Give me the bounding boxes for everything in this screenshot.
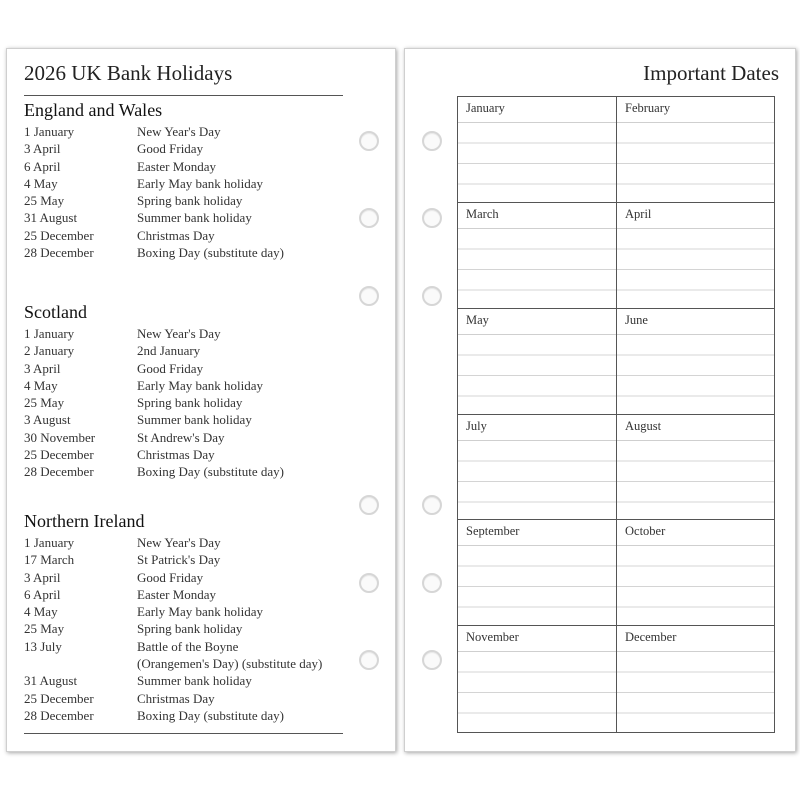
- holiday-row: [24, 446, 354, 463]
- month-label: July: [466, 418, 487, 433]
- holiday-date: 4 May: [24, 175, 58, 191]
- holiday-date: 31 August: [24, 673, 78, 689]
- holiday-date: 28 December: [24, 464, 94, 480]
- holiday-name: Christmas Day: [137, 227, 215, 243]
- month-cell[interactable]: [617, 415, 774, 521]
- punch-hole: [359, 573, 379, 593]
- month-label: January: [466, 101, 505, 115]
- holiday-name: Early May bank holiday: [137, 175, 263, 191]
- holiday-date: 25 December: [24, 227, 94, 243]
- holiday-name: St Patrick's Day: [137, 552, 221, 568]
- holiday-name: Good Friday: [137, 360, 204, 376]
- page-title: 2026 UK Bank Holidays: [24, 61, 233, 85]
- holiday-row: [24, 690, 354, 707]
- month-cell[interactable]: [458, 203, 617, 309]
- punch-hole: [359, 131, 379, 151]
- holiday-date: 3 August: [24, 412, 71, 428]
- holiday-name: Good Friday: [137, 141, 204, 157]
- holiday-name: Good Friday: [137, 569, 204, 585]
- month-cell[interactable]: [458, 97, 617, 203]
- holiday-date: 3 April: [24, 141, 61, 157]
- holiday-date: 1 January: [24, 124, 75, 139]
- holiday-row: [24, 707, 354, 724]
- holiday-date: 31 August: [24, 210, 78, 226]
- holiday-row: [24, 140, 354, 157]
- holiday-row: [24, 411, 354, 428]
- holiday-date: 4 May: [24, 377, 58, 393]
- month-label: November: [466, 630, 519, 645]
- writing-lines: [617, 441, 774, 520]
- holiday-date: 25 December: [24, 690, 94, 706]
- holiday-row: [24, 534, 354, 551]
- holiday-date: 25 May: [24, 621, 65, 637]
- holiday-date: 6 April: [24, 586, 61, 602]
- section-heading: England and Wales: [24, 100, 163, 120]
- holiday-row: [24, 158, 354, 175]
- holiday-name: Boxing Day (substitute day): [137, 464, 284, 480]
- holiday-name: (Orangemen's Day) (substitute day): [137, 656, 323, 672]
- holiday-row: [24, 360, 354, 377]
- writing-lines: [458, 335, 616, 414]
- holiday-row: [24, 655, 354, 672]
- holiday-row: [24, 209, 354, 226]
- holiday-row: [24, 429, 354, 446]
- writing-lines: [617, 546, 774, 625]
- writing-lines: [458, 546, 616, 625]
- writing-lines: [458, 123, 616, 202]
- holiday-row: [24, 342, 354, 359]
- punch-hole: [359, 208, 379, 228]
- holiday-date: 25 December: [24, 447, 94, 463]
- holiday-row: [24, 672, 354, 689]
- holiday-name: New Year's Day: [137, 326, 221, 341]
- holiday-name: Battle of the Boyne: [137, 638, 239, 654]
- holiday-date: 3 April: [24, 569, 61, 585]
- holiday-name: Summer bank holiday: [137, 210, 252, 226]
- month-cell[interactable]: [617, 309, 774, 415]
- punch-hole: [422, 650, 442, 670]
- month-label: February: [625, 101, 671, 115]
- month-cell[interactable]: [458, 520, 617, 626]
- holiday-name: Boxing Day (substitute day): [137, 245, 284, 261]
- writing-lines: [458, 441, 616, 520]
- section-england-and-wales: [24, 99, 354, 261]
- holiday-name: Spring bank holiday: [137, 621, 243, 637]
- month-label: September: [466, 524, 520, 539]
- page-title: Important Dates: [643, 61, 779, 85]
- section-heading: Northern Ireland: [24, 511, 145, 531]
- holiday-name: Christmas Day: [137, 690, 215, 706]
- punch-hole: [422, 131, 442, 151]
- holiday-date: [24, 655, 137, 672]
- holiday-date: 1 January: [24, 326, 75, 341]
- holiday-name: Summer bank holiday: [137, 412, 252, 428]
- holiday-row: [24, 244, 354, 261]
- punch-hole: [359, 495, 379, 515]
- left-page: [6, 48, 396, 752]
- bottom-rule: [24, 733, 343, 734]
- holiday-row: [24, 192, 354, 209]
- holiday-name: Christmas Day: [137, 447, 215, 463]
- holiday-row: [24, 551, 354, 568]
- month-label: December: [625, 630, 677, 645]
- holiday-date: 1 January: [24, 535, 75, 550]
- holiday-date: 28 December: [24, 245, 94, 261]
- writing-lines: [617, 335, 774, 414]
- holiday-date: 28 December: [24, 707, 94, 723]
- holiday-name: Summer bank holiday: [137, 673, 252, 689]
- holiday-name: New Year's Day: [137, 124, 221, 139]
- month-cell[interactable]: [617, 97, 774, 203]
- holiday-date: 17 March: [24, 552, 75, 568]
- holiday-row: [24, 638, 354, 655]
- holiday-row: [24, 603, 354, 620]
- writing-lines: [458, 229, 616, 308]
- holiday-row: [24, 377, 354, 394]
- holiday-row: [24, 569, 354, 586]
- writing-lines: [617, 123, 774, 202]
- holiday-row: [24, 463, 354, 480]
- holiday-name: Early May bank holiday: [137, 604, 263, 620]
- punch-hole: [422, 208, 442, 228]
- holiday-date: 4 May: [24, 604, 58, 620]
- month-label: June: [625, 312, 648, 327]
- holiday-row: [24, 227, 354, 244]
- holiday-name: Spring bank holiday: [137, 193, 243, 209]
- writing-lines: [458, 652, 616, 732]
- holiday-date: 2 January: [24, 343, 75, 359]
- punch-hole: [422, 286, 442, 306]
- punch-hole: [422, 573, 442, 593]
- holiday-name: 2nd January: [137, 343, 201, 359]
- section-northern-ireland: [24, 510, 354, 724]
- holiday-name: Boxing Day (substitute day): [137, 707, 284, 723]
- holiday-name: Easter Monday: [137, 158, 217, 174]
- holiday-date: 25 May: [24, 193, 65, 209]
- writing-lines: [617, 652, 774, 732]
- holiday-date: 13 July: [24, 638, 62, 654]
- holiday-row: [24, 394, 354, 411]
- holiday-name: Early May bank holiday: [137, 377, 263, 393]
- important-dates-grid: [457, 96, 775, 733]
- holiday-row: [24, 586, 354, 603]
- right-page: [404, 48, 796, 752]
- punch-hole: [422, 495, 442, 515]
- month-label: May: [466, 312, 489, 327]
- month-label: October: [625, 524, 666, 539]
- month-cell[interactable]: [458, 626, 617, 732]
- month-label: August: [625, 418, 662, 433]
- holiday-date: 6 April: [24, 158, 61, 174]
- holiday-date: 25 May: [24, 395, 65, 411]
- month-cell[interactable]: [458, 309, 617, 415]
- month-cell[interactable]: [458, 415, 617, 521]
- holiday-name: Spring bank holiday: [137, 395, 243, 411]
- holiday-row: [24, 620, 354, 637]
- month-cell[interactable]: [617, 626, 774, 732]
- holiday-row: [24, 175, 354, 192]
- month-label: March: [466, 206, 499, 221]
- title-rule: [24, 95, 343, 96]
- month-cell[interactable]: [617, 520, 774, 626]
- holiday-date: 3 April: [24, 360, 61, 376]
- holiday-name: Easter Monday: [137, 586, 217, 602]
- punch-hole: [359, 650, 379, 670]
- holiday-row: [24, 123, 354, 140]
- month-label: April: [625, 206, 652, 221]
- holiday-name: St Andrew's Day: [137, 429, 225, 445]
- writing-lines: [617, 229, 774, 308]
- month-cell[interactable]: [617, 203, 774, 309]
- section-heading: Scotland: [24, 302, 87, 322]
- holiday-name: New Year's Day: [137, 535, 221, 550]
- punch-hole: [359, 286, 379, 306]
- holiday-row: [24, 325, 354, 342]
- holiday-date: 30 November: [24, 429, 96, 445]
- section-scotland: [24, 301, 354, 481]
